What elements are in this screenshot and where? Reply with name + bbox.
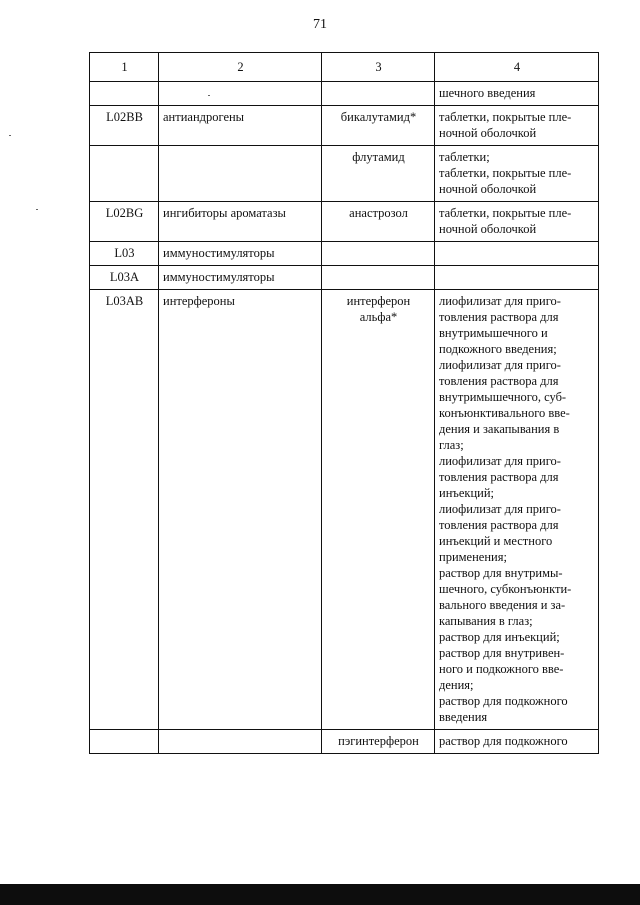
cell-code: L03A bbox=[90, 266, 159, 290]
drug-table bbox=[89, 52, 599, 754]
cell-substance bbox=[322, 82, 435, 106]
table-row bbox=[90, 242, 599, 266]
column-header: 1 bbox=[90, 53, 159, 82]
table-row bbox=[90, 290, 599, 730]
column-header: 2 bbox=[159, 53, 322, 82]
cell-substance: анастрозол bbox=[322, 202, 435, 242]
table-row bbox=[90, 106, 599, 146]
cell-form: таблетки, покрытые пле- ночной оболочкой bbox=[435, 202, 599, 242]
cell-substance bbox=[322, 242, 435, 266]
table-row bbox=[90, 146, 599, 202]
cell-code: L03 bbox=[90, 242, 159, 266]
cell-group: иммуностимуляторы bbox=[159, 242, 322, 266]
column-header: 3 bbox=[322, 53, 435, 82]
cell-group: иммуностимуляторы bbox=[159, 266, 322, 290]
column-header: 4 bbox=[435, 53, 599, 82]
cell-code: L02BG bbox=[90, 202, 159, 242]
cell-group bbox=[159, 730, 322, 754]
page-number: 71 bbox=[313, 17, 327, 32]
cell-code bbox=[90, 146, 159, 202]
cell-substance: бикалутамид* bbox=[322, 106, 435, 146]
cell-form: таблетки; таблетки, покрытые пле- ночной оболочкой bbox=[435, 146, 599, 202]
cell-substance bbox=[322, 266, 435, 290]
table-row bbox=[90, 82, 599, 106]
cell-form: таблетки, покрытые пле- ночной оболочкой bbox=[435, 106, 599, 146]
header-row bbox=[90, 53, 599, 82]
cell-form: раствор для подкожного bbox=[435, 730, 599, 754]
cell-group: интерфероны bbox=[159, 290, 322, 730]
cell-substance: пэгинтерферон bbox=[322, 730, 435, 754]
cell-form: лиофилизат для приго- товления раствора для внутримышечного и подкожного введения; лиофилизат для приго- товления раствора для внутримышечного, суб- конъюнктивального вве- дения и закапывания в глаз; лиофилизат для приго- товления раствора для инъекций; лиофилизат для приго- товления раствора для инъекций и местного применения; раствор для внутримы- шечного, субконъюнкти- вального введения и за- капывания в глаз; раствор для инъекций; раствор для внутривен- ного и подкожного вве- дения; раствор для подкожного введения bbox=[435, 290, 599, 730]
cell-substance: интерферон альфа* bbox=[322, 290, 435, 730]
cell-code bbox=[90, 82, 159, 106]
cell-group: ингибиторы ароматазы bbox=[159, 202, 322, 242]
table-row bbox=[90, 266, 599, 290]
cell-substance: флутамид bbox=[322, 146, 435, 202]
scan-speck bbox=[36, 209, 38, 210]
cell-form bbox=[435, 266, 599, 290]
cell-code: L02BB bbox=[90, 106, 159, 146]
cell-code: L03AB bbox=[90, 290, 159, 730]
scan-bottom-border bbox=[0, 884, 640, 905]
scan-speck bbox=[9, 135, 11, 136]
cell-group bbox=[159, 146, 322, 202]
cell-group bbox=[159, 82, 322, 106]
cell-form bbox=[435, 242, 599, 266]
table-row bbox=[90, 730, 599, 754]
cell-group: антиандрогены bbox=[159, 106, 322, 146]
table-row bbox=[90, 202, 599, 242]
cell-code bbox=[90, 730, 159, 754]
cell-form: шечного введения bbox=[435, 82, 599, 106]
